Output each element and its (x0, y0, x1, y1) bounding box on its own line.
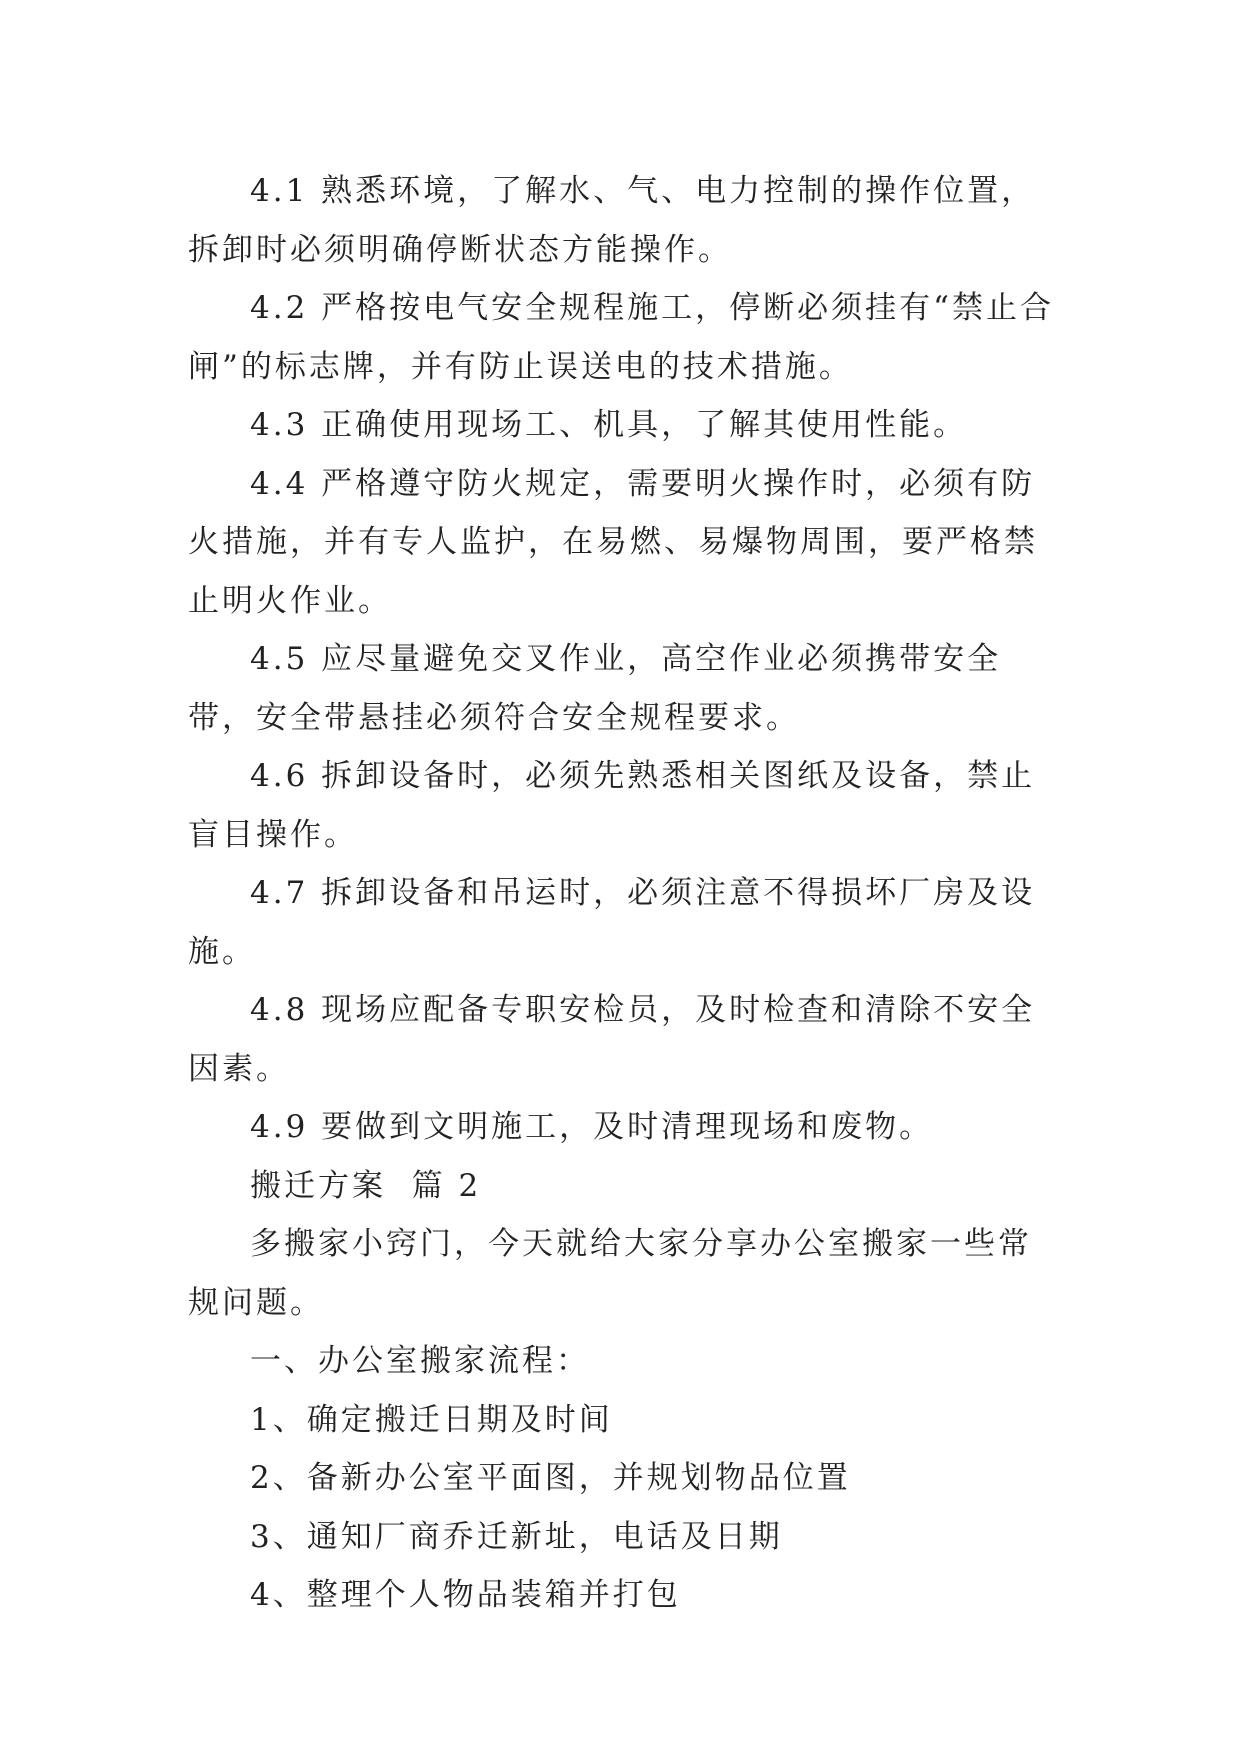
paragraph-4-3: 4.3 正确使用现场工、机具，了解其使用性能。 (250, 407, 968, 443)
intro-paragraph: 多搬家小窍门，今天就给大家分享办公室搬家一些常规问题。 (188, 1226, 1032, 1321)
paragraph-4-8: 4.8 现场应配备专职安检员，及时检查和清除不安全因素。 (188, 992, 1036, 1087)
paragraph-4-4: 4.4 严格遵守防火规定，需要明火操作时，必须有防火措施，并有专人监护，在易燃、易爆物周围，要严格禁止明火作业。 (188, 465, 1038, 619)
list-item-2: 2、备新办公室平面图，并规划物品位置 (250, 1460, 851, 1496)
list-item-3: 3、通知厂商乔迁新址，电话及日期 (250, 1518, 783, 1555)
list-item-1: 1、确定搬迁日期及时间 (250, 1401, 613, 1438)
paragraph-4-5: 4.5 应尽量避免交叉作业，高空作业必须携带安全带，安全带悬挂必须符合安全规程要求。 (188, 641, 1002, 736)
subheading-process: 一、办公室搬家流程： (250, 1343, 590, 1379)
paragraph-4-7: 4.7 拆卸设备和吊运时，必须注意不得损坏厂房及设施。 (188, 875, 1036, 970)
document-body (188, 162, 1058, 1625)
list-item-4: 4、整理个人物品装箱并打包 (250, 1577, 681, 1613)
paragraph-4-1: 4.1 熟悉环境，了解水、气、电力控制的操作位置，拆卸时必须明确停断状态方能操作。 (188, 173, 1036, 268)
paragraph-4-6: 4.6 拆卸设备时，必须先熟悉相关图纸及设备，禁止盲目操作。 (188, 758, 1036, 853)
paragraph-4-2: 4.2 严格按电气安全规程施工，停断必须挂有“禁止合闸”的标志牌，并有防止误送电的技术措施。 (188, 290, 1055, 385)
section-heading: 搬迁方案 篇 2 (250, 1167, 482, 1204)
paragraph-4-9: 4.9 要做到文明施工，及时清理现场和废物。 (250, 1109, 934, 1145)
